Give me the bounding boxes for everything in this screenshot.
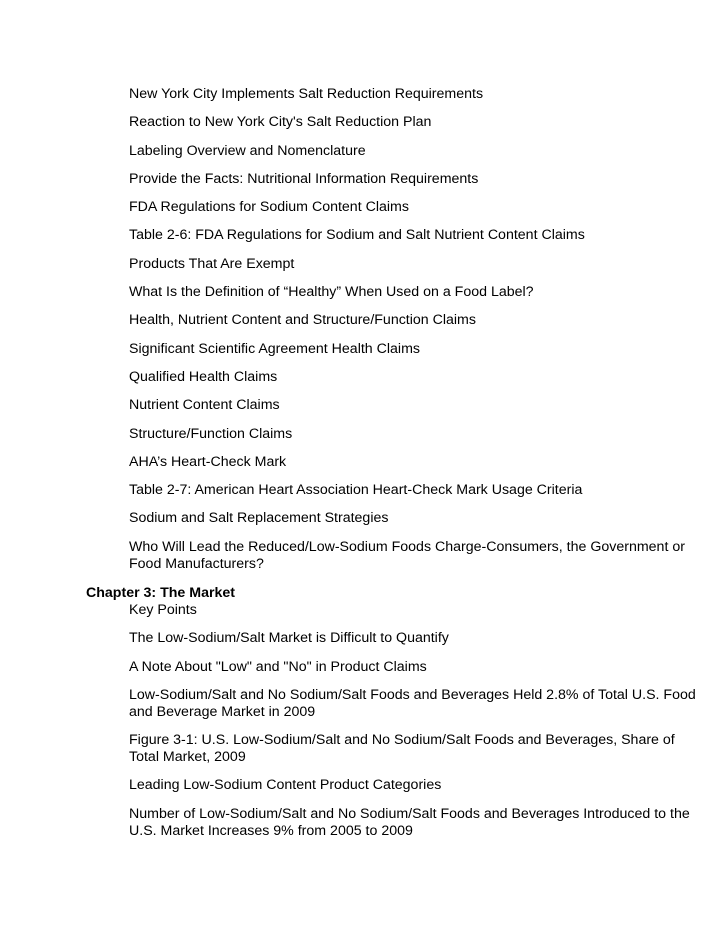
toc-item: Table 2-7: American Heart Association Heart-Check Mark Usage Criteria bbox=[129, 482, 583, 499]
toc-item: Nutrient Content Claims bbox=[129, 397, 280, 414]
toc-item: Number of Low-Sodium/Salt and No Sodium/Salt Foods and Beverages Introduced to the U.S. Market Increases 9% from 2005 to 2009 bbox=[129, 805, 690, 839]
toc-item: Leading Low-Sodium Content Product Categories bbox=[129, 777, 442, 794]
toc-item: Structure/Function Claims bbox=[129, 425, 293, 442]
toc-item: FDA Regulations for Sodium Content Claims bbox=[129, 199, 409, 216]
toc-item: Significant Scientific Agreement Health Claims bbox=[129, 340, 420, 357]
toc-item: AHA’s Heart-Check Mark bbox=[129, 453, 287, 470]
toc-item: A Note About "Low" and "No" in Product Claims bbox=[129, 658, 427, 675]
chapter-3-list bbox=[129, 602, 698, 840]
toc-item: Table 2-6: FDA Regulations for Sodium and Salt Nutrient Content Claims bbox=[129, 227, 585, 244]
toc-item: Figure 3-1: U.S. Low-Sodium/Salt and No Sodium/Salt Foods and Beverages, Share of Total Market, 2009 bbox=[129, 732, 675, 766]
toc-item: The Low-Sodium/Salt Market is Difficult to Quantify bbox=[129, 630, 449, 647]
toc-item: Sodium and Salt Replacement Strategies bbox=[129, 510, 389, 527]
chapter-heading: Chapter 3: The Market bbox=[86, 585, 236, 601]
toc-item: Health, Nutrient Content and Structure/Function Claims bbox=[129, 312, 476, 329]
toc-item: Reaction to New York City's Salt Reduction Plan bbox=[129, 114, 432, 131]
toc-item: What Is the Definition of “Healthy” When Used on a Food Label? bbox=[129, 284, 534, 301]
toc-item: Products That Are Exempt bbox=[129, 255, 295, 272]
toc-item: Qualified Health Claims bbox=[129, 368, 278, 385]
toc-item: New York City Implements Salt Reduction Requirements bbox=[129, 86, 484, 102]
toc-item: Key Points bbox=[129, 602, 197, 618]
toc-item: Low-Sodium/Salt and No Sodium/Salt Foods and Beverages Held 2.8% of Total U.S. Food and Beverage Market in 2009 bbox=[129, 686, 696, 720]
toc-item: Who Will Lead the Reduced/Low-Sodium Foods Charge-Consumers, the Government or Food Manufacturers? bbox=[129, 538, 685, 572]
chapter-3-section bbox=[86, 585, 698, 851]
toc-item: Provide the Facts: Nutritional Information Requirements bbox=[129, 170, 479, 187]
toc-item: Labeling Overview and Nomenclature bbox=[129, 142, 366, 159]
toc-list bbox=[129, 86, 699, 584]
